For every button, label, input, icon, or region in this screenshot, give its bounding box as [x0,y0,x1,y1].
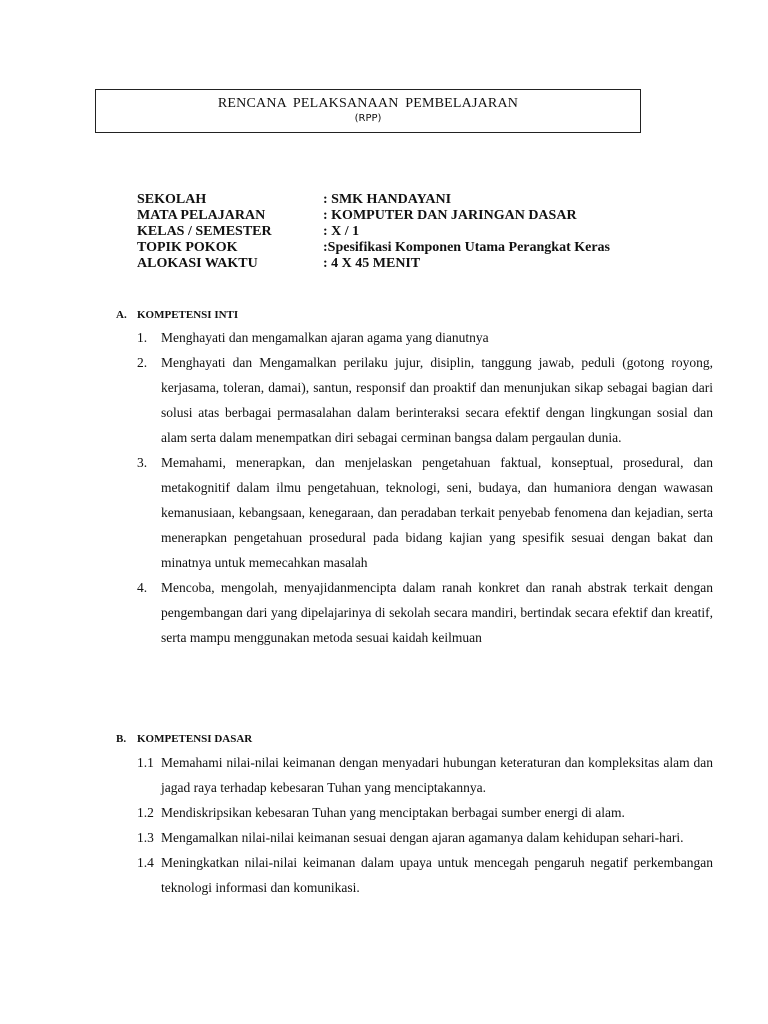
item-number: 2. [137,355,148,370]
section-heading-kompetensi-inti [116,309,238,321]
item-text: Menghayati dan mengamalkan ajaran agama yang dianutnya [161,330,489,345]
kompetensi-inti-list [137,325,713,650]
info-value: :Spesifikasi Komponen Utama Perangkat Keras [323,240,610,255]
list-item [137,450,713,575]
info-value: : 4 X 45 MENIT [323,256,421,271]
item-number: 1.2 [137,805,154,820]
document-subtitle: (RPP) [354,113,382,124]
info-row-alokasi-waktu [137,256,610,272]
info-row-sekolah [137,192,610,208]
item-number: 4. [137,580,148,595]
section-title: KOMPETENSI DASAR [137,733,253,745]
info-label: TOPIK POKOK [137,240,238,255]
list-item [137,575,713,650]
section-letter: A. [116,309,127,321]
info-label: SEKOLAH [137,192,207,207]
list-item [137,350,713,450]
item-number: 1.3 [137,830,154,845]
identity-table [137,192,610,272]
item-text: Mendiskripsikan kebesaran Tuhan yang menciptakan berbagai sumber energi di alam. [161,805,625,820]
section-title: KOMPETENSI INTI [137,309,239,321]
item-number: 3. [137,455,148,470]
document-title: RENCANA PELAKSANAAN PEMBELAJARAN [217,96,519,111]
info-label: KELAS / SEMESTER [137,224,272,239]
section-heading-kompetensi-dasar [116,733,252,745]
item-text: Memahami, menerapkan, dan menjelaskan pengetahuan faktual, konseptual, prosedural, dan metakognitif dalam ilmu pengetahuan, teknologi, seni, budaya, dan humaniora dengan wawasan kemanusiaan, kebangsaan, kenegaraan, dan peradaban terkait penyebab fenomena dan kejadian, serta menerapkan pengetahuan prosedural pada bidang kajian yang spesifik sesuai dengan bakat dan minatnya untuk memecahkan masalah [161,455,713,570]
item-text: Menghayati dan Mengamalkan perilaku jujur, disiplin, tanggung jawab, peduli (gotong royong, kerjasama, toleran, damai), santun, responsif dan proaktif dan menunjukan sikap sebagai bagian dari solusi atas berbagai permasalahan dalam berinteraksi secara efektif dengan lingkungan sosial dan alam serta dalam menempatkan diri sebagai cerminan bangsa dalam pergaulan dunia. [161,355,713,445]
item-text: Mengamalkan nilai-nilai keimanan sesuai dengan ajaran agamanya dalam kehidupan sehari-hari. [161,830,684,845]
kompetensi-dasar-list [137,750,713,900]
item-text: Mencoba, mengolah, menyajidanmencipta dalam ranah konkret dan ranah abstrak terkait dengan pengembangan dari yang dipelajarinya di sekolah secara mandiri, bertindak secara efektif dan kreatif, serta mampu menggunakan metoda sesuai kaidah keilmuan [161,580,713,645]
list-item [137,800,713,825]
info-label: ALOKASI WAKTU [137,256,258,271]
item-number: 1. [137,330,148,345]
info-label: MATA PELAJARAN [137,208,266,223]
list-item [137,325,713,350]
item-text: Meningkatkan nilai-nilai keimanan dalam upaya untuk mencegah pengaruh negatif perkembangan teknologi informasi dan komunikasi. [161,855,713,895]
list-item [137,825,713,850]
list-item [137,750,713,800]
title-box [95,89,641,133]
info-row-kelas-semester [137,224,610,240]
item-number: 1.1 [137,755,154,770]
info-value: : X / 1 [323,224,360,239]
list-item [137,850,713,900]
item-text: Memahami nilai-nilai keimanan dengan menyadari hubungan keteraturan dan kompleksitas alam dan jagad raya terhadap kebesaran Tuhan yang menciptakannya. [161,755,713,795]
section-letter: B. [116,733,127,745]
info-row-mata-pelajaran [137,208,610,224]
item-number: 1.4 [137,855,154,870]
info-value: : SMK HANDAYANI [323,192,452,207]
info-value: : KOMPUTER DAN JARINGAN DASAR [323,208,577,223]
info-row-topik-pokok [137,240,610,256]
